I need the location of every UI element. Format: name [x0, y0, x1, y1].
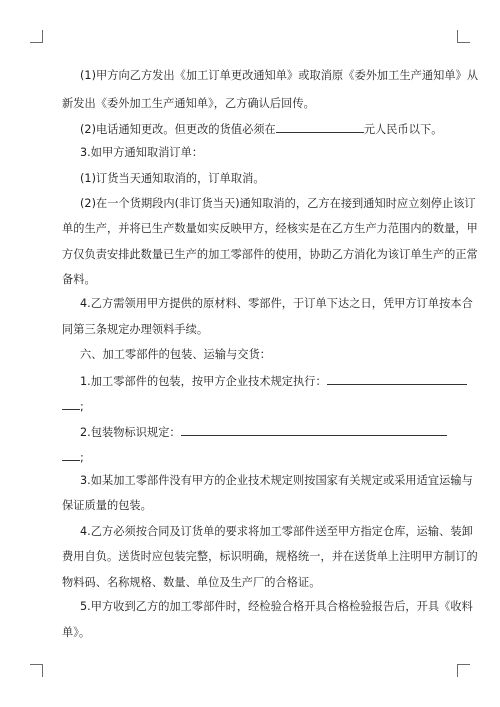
- paragraph-line: 物料码、名称规格、数量、单位及生产厂的合格证。: [62, 576, 321, 589]
- paragraph-line: (2)在一个货期段内(非订货当天)通知取消的，乙方在接到通知时应立刻停止该订: [80, 197, 476, 210]
- fill-in-blank: [62, 449, 80, 461]
- paragraph-line: 保证质量的包装。: [62, 499, 152, 512]
- line-text: ;: [80, 451, 84, 464]
- paragraph-line: [62, 398, 84, 414]
- line-text: ;: [80, 400, 84, 413]
- crop-mark-top-right: [457, 30, 470, 43]
- fill-in-blank: [181, 424, 447, 436]
- fill-in-blank: [62, 398, 80, 410]
- paragraph-line: 单》。: [62, 626, 91, 639]
- section-heading: 六、加工零部件的包装、运输与交货：: [80, 348, 272, 361]
- paragraph-line: [80, 121, 442, 137]
- line-text: (2)电话通知更改。但更改的货值必须在: [80, 123, 276, 136]
- paragraph-line: 3.如甲方通知取消订单：: [80, 146, 204, 159]
- paragraph-line: 单的生产，并将已生产数量如实反映甲方，经核实是在乙方生产力范围内的数量，甲: [62, 222, 478, 235]
- paragraph-line: 备料。: [62, 273, 96, 286]
- paragraph-line: 新发出《委外加工生产通知单》，乙方确认后回传。: [62, 97, 315, 110]
- paragraph-line: 4.乙方需领用甲方提供的原材料、零部件，于订单下达之日，凭甲方订单按本合: [80, 297, 473, 310]
- line-text: 元人民币以下。: [363, 123, 443, 136]
- crop-mark-top-left: [30, 30, 43, 43]
- paragraph-line: 同第三条规定办理领料手续。: [62, 323, 209, 336]
- paragraph-line: (1)订货当天通知取消的，订单取消。: [80, 172, 265, 185]
- paragraph-line: 5.甲方收到乙方的加工零部件时，经检验合格开具合格检验报告后，开具《收料: [80, 600, 473, 613]
- line-text: 2.包装物标识规定：: [80, 426, 181, 439]
- paragraph-line: 4.乙方必须按合同及订货单的要求将加工零部件送至甲方指定仓库，运输、装卸: [80, 525, 473, 538]
- paragraph-line: 费用自负。送货时应包装完整，标识明确，规格统一，并在送货单上注明甲方制订的: [62, 550, 478, 563]
- paragraph-line: 方仅负责安排此数量已生产的加工零部件的使用，协助乙方消化为该订单生产的正常: [62, 248, 478, 261]
- line-text: 1.加工零部件的包装，按甲方企业技术规定执行：: [80, 375, 327, 388]
- paragraph-line: [62, 449, 84, 465]
- fill-in-blank: [327, 373, 467, 385]
- paragraph-line: (1)甲方向乙方发出《加工订单更改通知单》或取消原《委外加工生产通知单》从: [80, 69, 479, 82]
- crop-mark-bottom-left: [30, 664, 43, 677]
- paragraph-line: [80, 424, 447, 440]
- paragraph-line: 3.如某加工零部件没有甲方的企业技术规定则按国家有关规定或采用适宜运输与: [80, 474, 473, 487]
- fill-in-blank: [276, 121, 364, 133]
- paragraph-line: [80, 373, 467, 389]
- crop-mark-bottom-right: [457, 664, 470, 677]
